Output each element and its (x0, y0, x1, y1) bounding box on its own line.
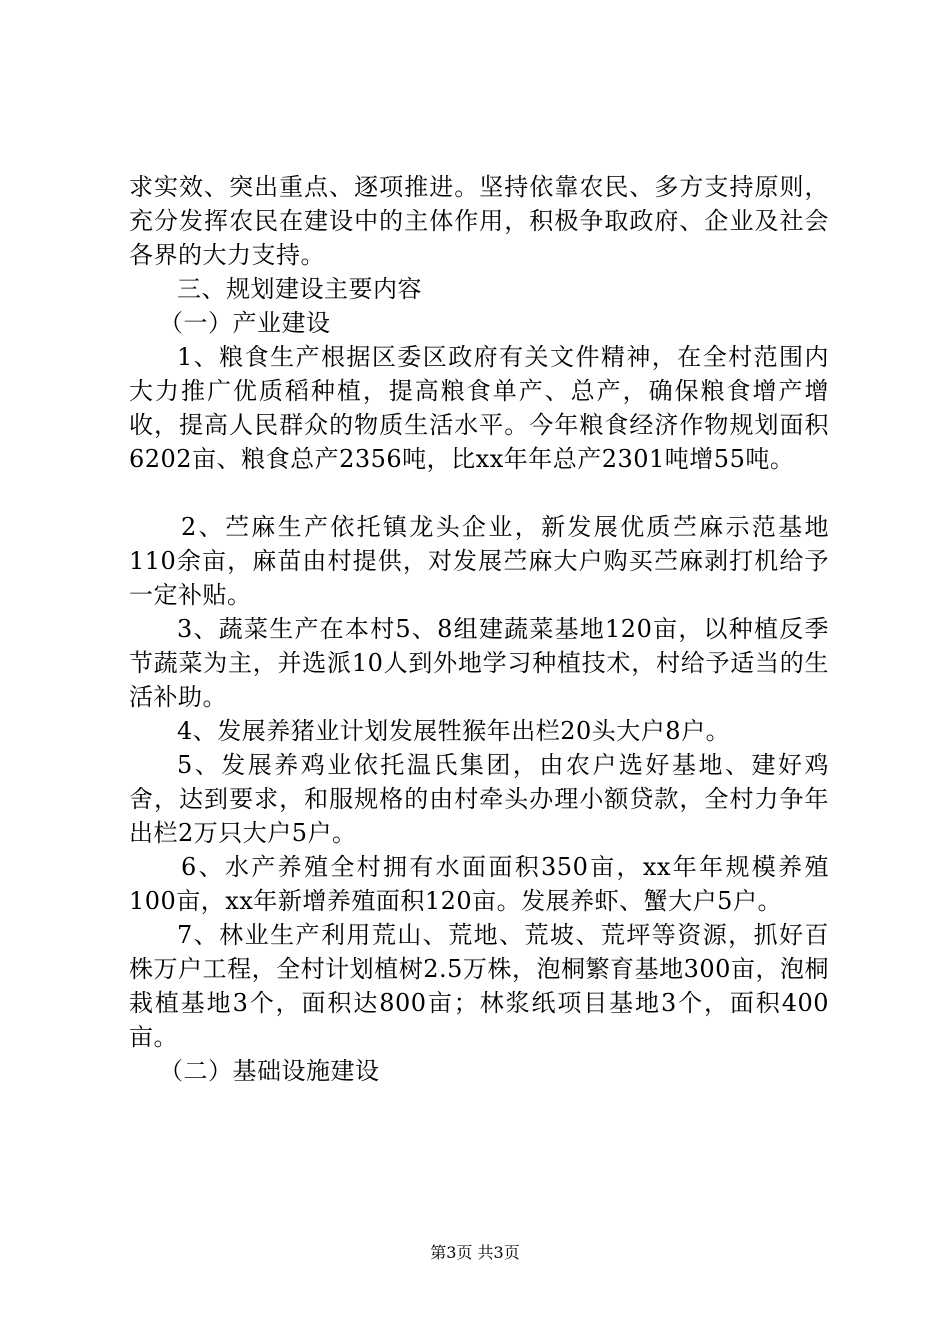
paragraph-principles: 求实效、突出重点、逐项推进。坚持依靠农民、多方支持原则，充分发挥农民在建设中的主体作用，积极争取政府、企业及社会各界的大力支持。 (129, 173, 829, 269)
subsection-heading-infrastructure: （二）基础设施建设 (159, 1057, 380, 1085)
paragraph-forestry: 7、林业生产利用荒山、荒地、荒坡、荒坪等资源，抓好百株万户工程，全村计划植树2.5万株，泡桐繁育基地300亩，泡桐栽植基地3个，面积达800亩；林浆纸项目基地3个，面积400亩。 (129, 921, 829, 1051)
section-heading-main-content: 三、规划建设主要内容 (177, 275, 422, 303)
paragraph-vegetables: 3、蔬菜生产在本村5、8组建蔬菜基地120亩，以种植反季节蔬菜为主，并选派10人到外地学习种植技术，村给予适当的生活补助。 (129, 615, 829, 711)
page-footer: 第3页 共3页 (430, 1243, 520, 1262)
document-body (129, 170, 829, 1088)
paragraph-grain: 1、粮食生产根据区委区政府有关文件精神，在全村范围内大力推广优质稻种植，提高粮食单产、总产，确保粮食增产增收，提高人民群众的物质生活水平。今年粮食经济作物规划面积6202亩、粮食总产2356吨，比xx年年总产2301吨增55吨。 (129, 343, 829, 473)
paragraph-pigs: 4、发展养猪业计划发展牲猴年出栏20头大户8户。 (177, 717, 731, 745)
paragraph-spacer (129, 476, 829, 510)
paragraph-chickens: 5、发展养鸡业依托温氏集团，由农户选好基地、建好鸡舍，达到要求，和服规格的由村牵头办理小额贷款，全村力争年出栏2万只大户5户。 (129, 751, 829, 847)
subsection-heading-industry: （一）产业建设 (159, 309, 331, 337)
paragraph-ramie: 2、苎麻生产依托镇龙头企业，新发展优质苎麻示范基地110余亩，麻苗由村提供，对发展苎麻大户购买苎麻剥打机给予一定补贴。 (129, 513, 829, 609)
paragraph-aquaculture: 6、水产养殖全村拥有水面面积350亩，xx年年规模养殖100亩，xx年新增养殖面积120亩。发展养虾、蟹大户5户。 (129, 853, 829, 915)
